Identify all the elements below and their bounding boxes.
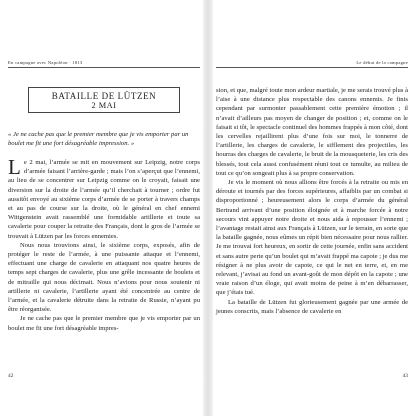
book-gutter <box>203 0 213 416</box>
chapter-title-box <box>28 87 180 113</box>
epigraph: « Je ne cache pas que le premier membre que je vis emporter par un boulet me fit une fort désagréable impression. » <box>8 131 189 148</box>
paragraph: Nous nous trouvions ainsi, le sixième corps, exposés, afin de protéger le reste de l’armée, à une puissante attaque et l’ennemi, effectuant une charge de cavalerie en attaquant nos quatre heures de temps sept charges de cavalerie, plus une grêle incessante de boulets et de mitraille qui nous décimait. Nous n’avions pour nous soutenir ni artillerie ni cavalerie, l’artillerie ayant été concentrée au centre de l’armée, et la cavalerie détruite dans la retraite de Russie, n’ayant pu être réorganisée. <box>8 241 200 314</box>
left-page-body <box>8 155 200 333</box>
paragraph: Je vis le moment où nous allions être forcés à la retraite ou mis en déroute et tournés par des forces supérieures, affaiblis par un combat si disproportionné ; heureusement alors le corps d’armée du général Bertrand arrivant d’une position éloignée et à marche forcée à notre secours vint appuyer notre droite et nous aida à repousser l’ennemi ; l’avantage restait ainsi aux Français à Lützen, sur le terrain, en sorte que la bataille gagnée, nous eûmes un répit bien nécessaire pour nous rallier. Je me trouvai fort heureux, en sortir de cette journée, enfin sans accident et sans autre perte qu’un boulet qui m’avait frappé ma capote ; je dus me résigner à ne plus avoir de capote, ce qui le net en terre, et, en me relevant, j’avisai au fond un avant-goût de mon dépôt en la capote ; une vraie raison d’un éloge, qui avait moins de peine à m’en débarrasser, que j’étais tué. <box>216 179 408 297</box>
header-rule-left <box>8 67 200 68</box>
right-page-body <box>216 86 408 316</box>
page-number-left: 42 <box>8 373 14 379</box>
paragraph: sion, et que, malgré toute mon ardeur martiale, je me serais trouvé plus à l’aise à une distance plus respectable des canons ennemis. Je finis cependant par surmonter passablement cette première émotion ; il n’avait d’ailleurs pas moyen de changer de position ; et, comme on le faisait si tôt, le spectacle continuel des hommes frappés à mon côté, dont les cervelles rejaillirent plus d’une fois sur moi, le tonnerre de l’artillerie, les charges de cavalerie, le sifflement des projectiles, les hourras des charges de cavalerie, le bruit de la mousqueterie, les cris des blessés, tout cela aussi confusément réuni tout ce tumulte, au milieu de tout ce qu’on songeait plus à sa propre conservation. <box>216 87 408 177</box>
running-head-right: Le début de la campagne <box>356 60 408 65</box>
chapter-title: BATAILLE DE LÜTZEN <box>51 91 157 101</box>
paragraph <box>8 155 200 241</box>
paragraph: La bataille de Lützen fut glorieusement gagnée par une armée de jeunes conscrits, mais l’absence de cavalerie en <box>216 298 408 315</box>
drop-cap: L <box>8 155 21 179</box>
header-rule-right <box>216 67 408 68</box>
paragraph-text: e 2 mai, l’armée se mit en mouvement sur Leipzig, notre corps d’armée faisant l’arrière-garde ; mais l’on s’aperçut que l’ennemi, au lieu de se concentrer sur Leipzig comme on le croyait, faisait une diversion sur la droite de l’armée qu’il cherchait à tourner ; ordre fut aussitôt envoyé au sixième corps d’armée de se porter à travers champs et au pas de course sur la droite, où le général en chef ennemi Wittgenstein avait rassemblé une formidable artillerie et toute sa cavalerie pour couper la retraite des Français, dont le gros de l’armée se trouvait à Lützen par les forces ennemies. <box>8 159 200 240</box>
running-head-left: En campagne avec Napoléon · 1813 <box>8 60 83 65</box>
paragraph: Je ne cache pas que le premier membre que je vis emporter par un boulet me fit une fort désagréable impres- <box>8 315 200 332</box>
page-number-right: 43 <box>402 373 408 379</box>
chapter-date: 2 MAI <box>91 101 117 110</box>
